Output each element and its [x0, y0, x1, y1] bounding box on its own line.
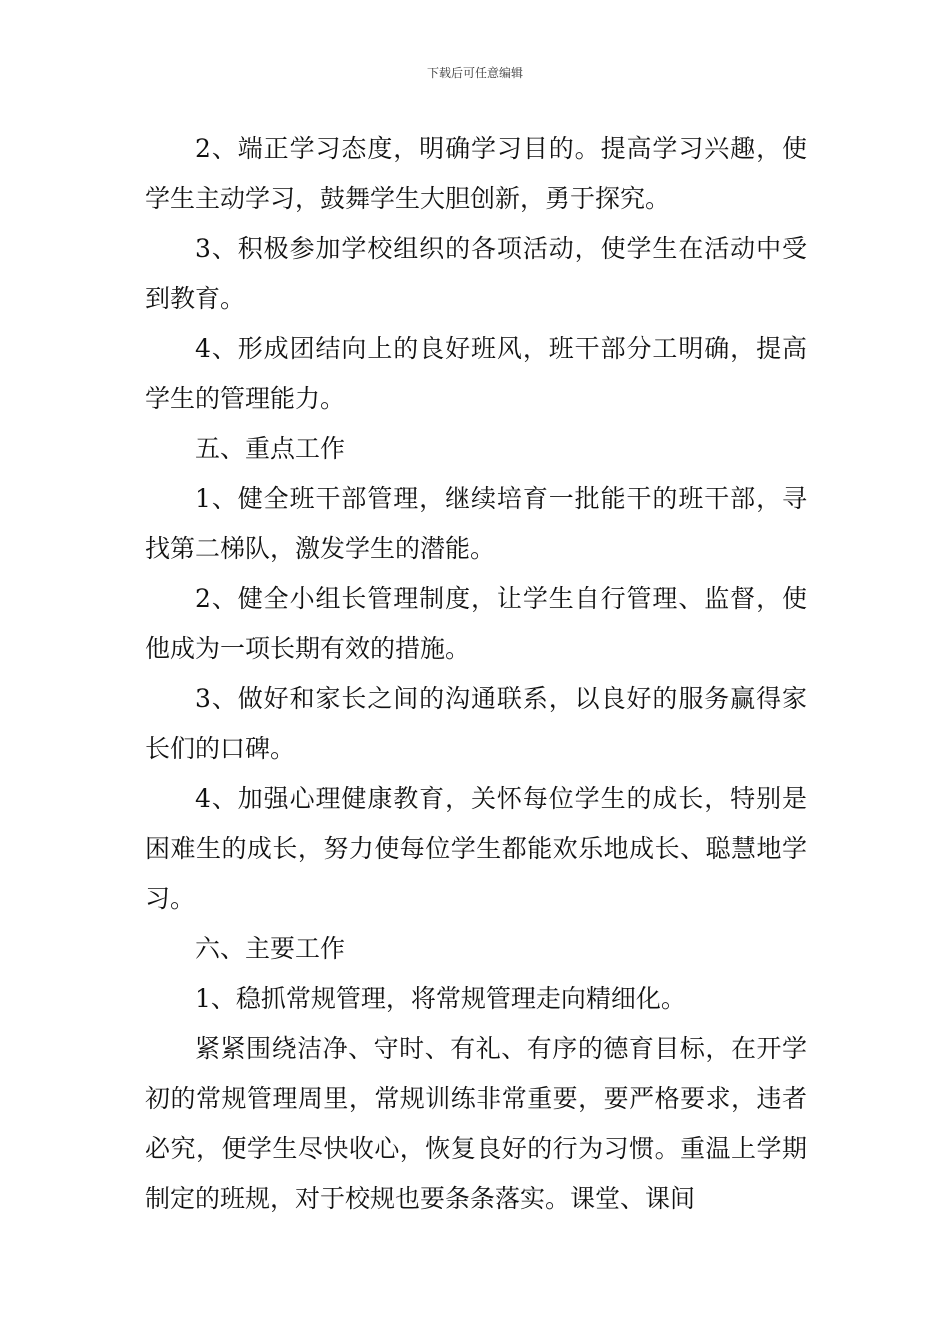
section-heading-main-work: 六、主要工作	[195, 934, 346, 963]
document-body	[145, 124, 807, 1224]
paragraph-key-work-3: 3、做好和家长之间的沟通联系，以良好的服务赢得家长们的口碑。	[145, 684, 807, 763]
paragraph-key-work-1: 1、健全班干部管理，继续培育一批能干的班干部，寻找第二梯队，激发学生的潜能。	[145, 484, 807, 563]
paragraph-goal-3: 3、积极参加学校组织的各项活动，使学生在活动中受到教育。	[145, 234, 807, 313]
section-heading-key-work: 五、重点工作	[195, 434, 346, 463]
paragraph-main-work-1: 1、稳抓常规管理，将常规管理走向精细化。	[195, 984, 686, 1013]
paragraph-key-work-4: 4、加强心理健康教育，关怀每位学生的成长，特别是困难生的成长，努力使每位学生都能欢乐地成长、聪慧地学习。	[145, 784, 807, 913]
paragraph-goal-4: 4、形成团结向上的良好班风，班干部分工明确，提高学生的管理能力。	[145, 334, 807, 413]
paragraph-key-work-2: 2、健全小组长管理制度，让学生自行管理、监督，使他成为一项长期有效的措施。	[145, 584, 807, 663]
paragraph-goal-2: 2、端正学习态度，明确学习目的。提高学习兴趣，使学生主动学习，鼓舞学生大胆创新，勇于探究。	[145, 134, 807, 213]
page-header: 下载后可任意编辑	[426, 66, 523, 80]
paragraph-main-work-detail: 紧紧围绕洁净、守时、有礼、有序的德育目标，在开学初的常规管理周里，常规训练非常重要，要严格要求，违者必究，便学生尽快收心，恢复良好的行为习惯。重温上学期制定的班规，对于校规也要条条落实。课堂、课间	[145, 1034, 807, 1213]
